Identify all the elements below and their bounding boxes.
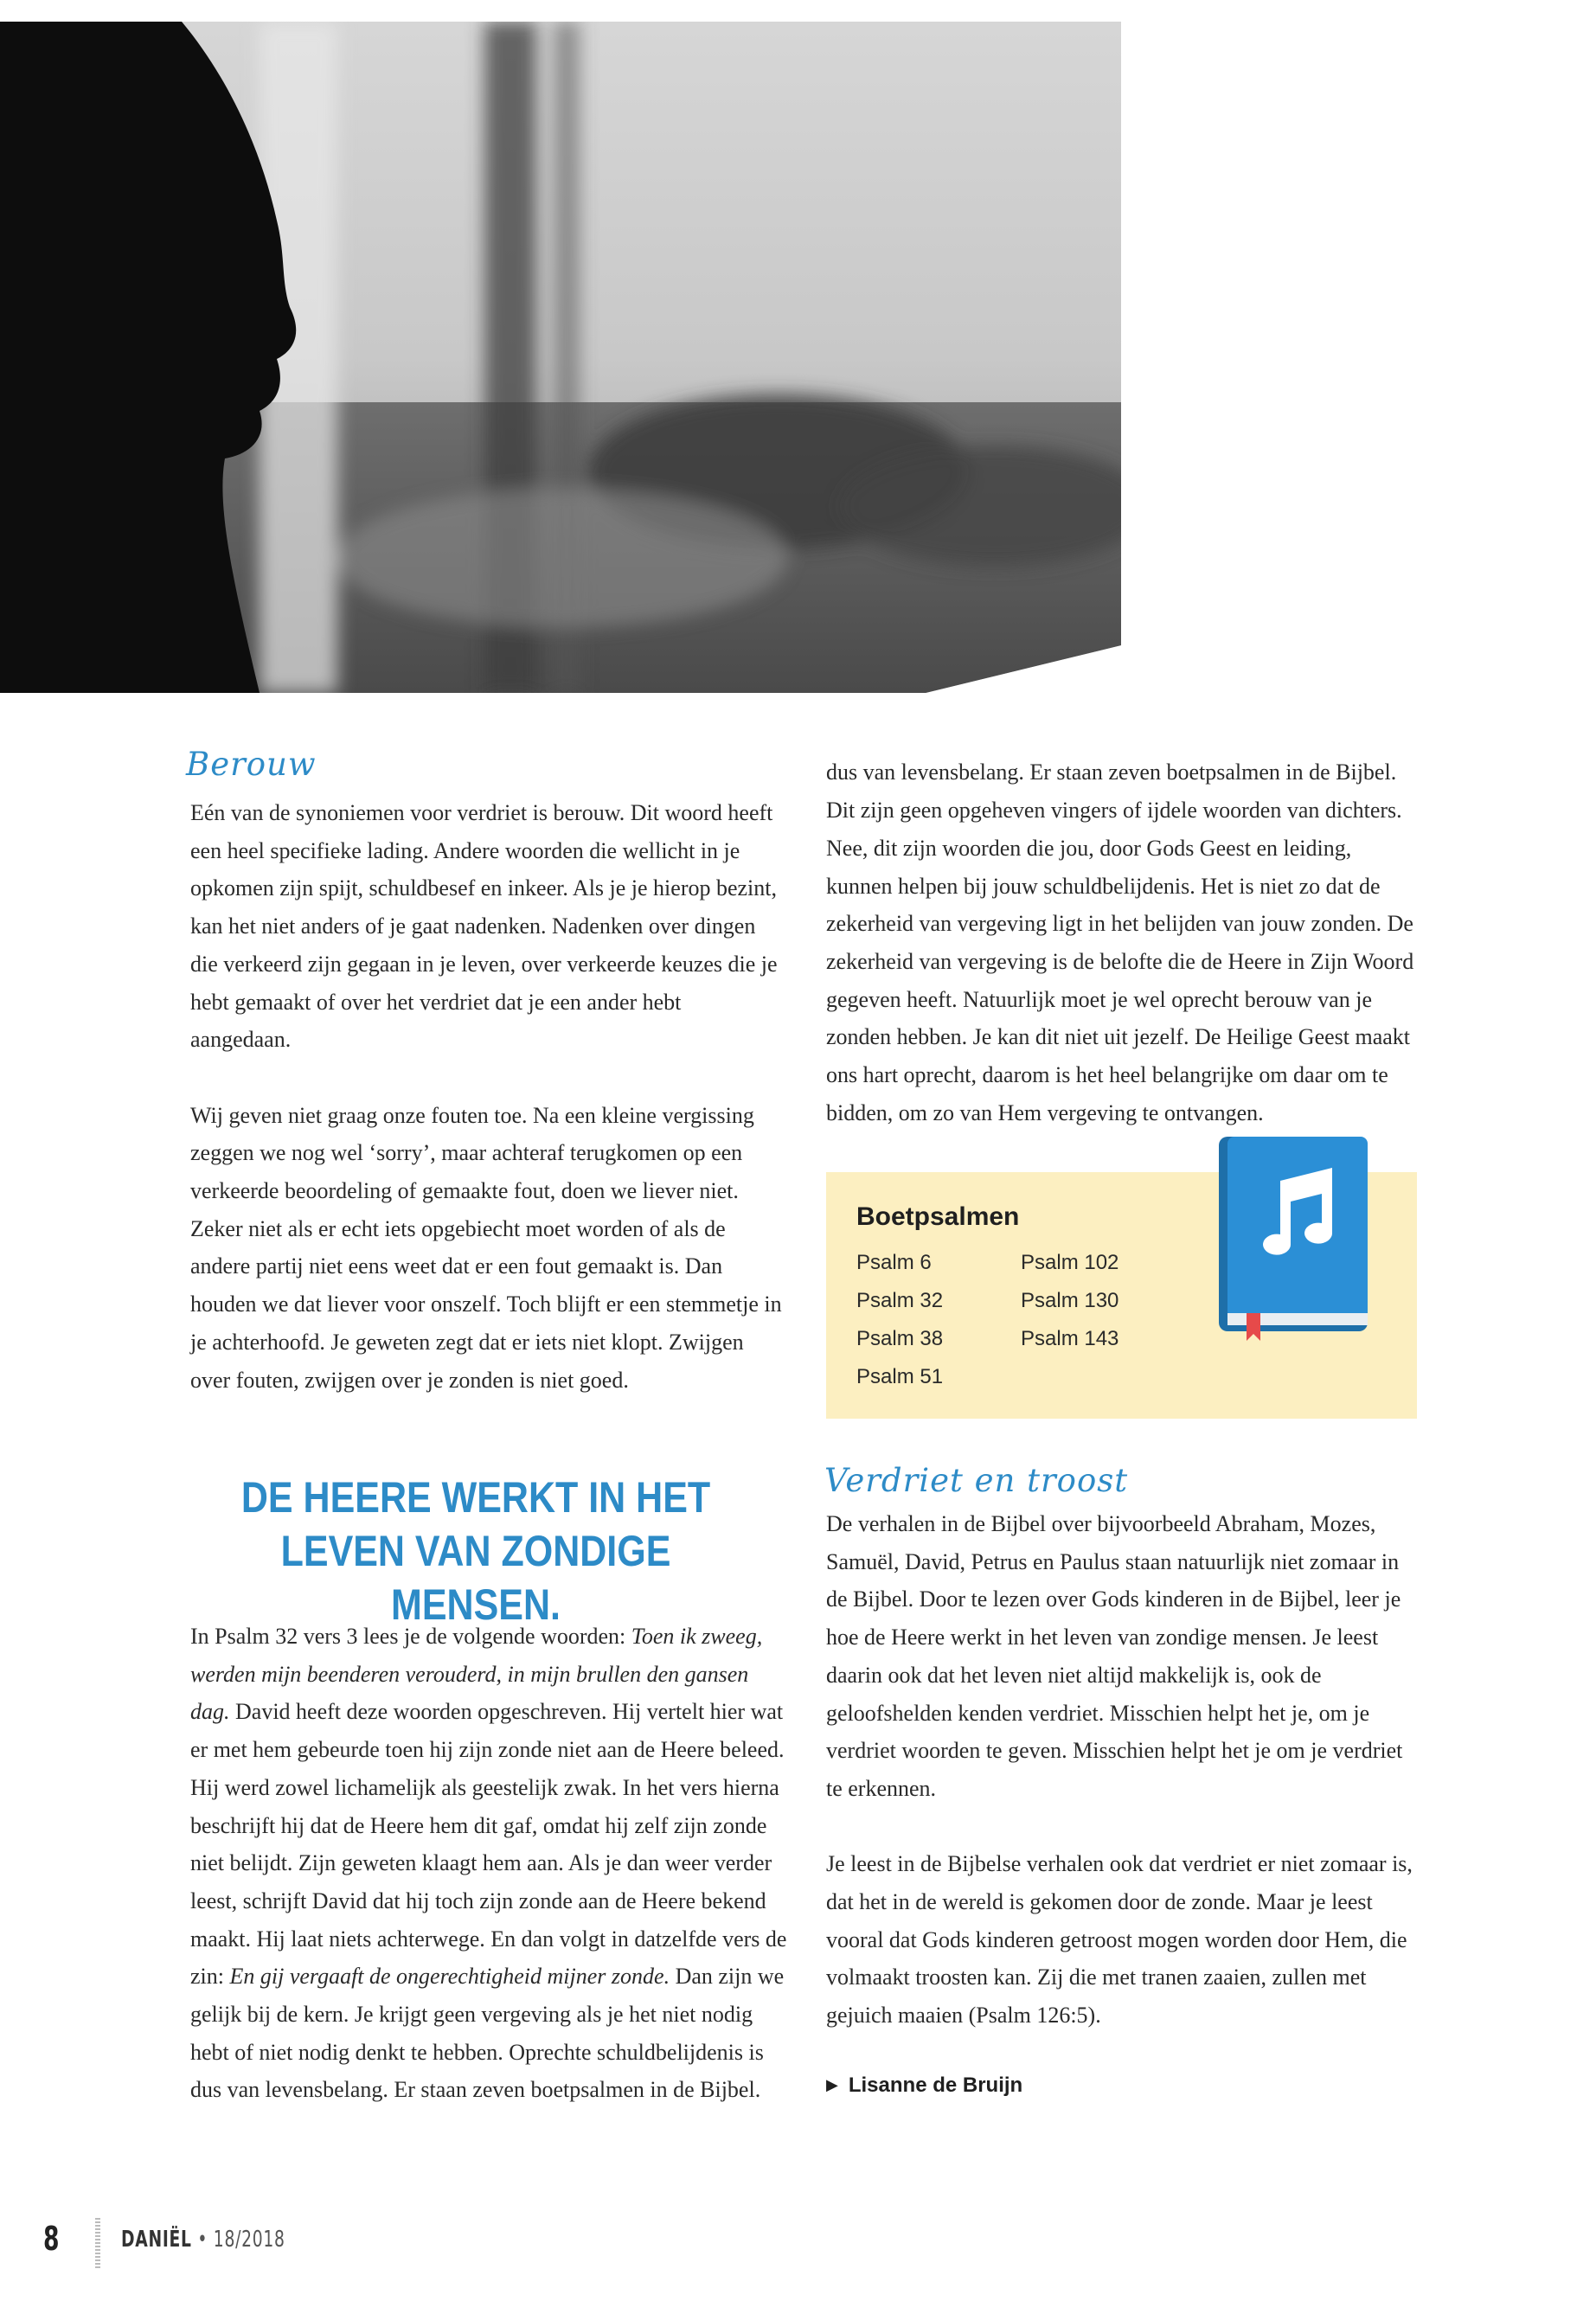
footer-magazine [121, 2227, 285, 2253]
text-run: In Psalm 32 vers 3 lees je de volgende woorden: [190, 1624, 631, 1649]
paragraph: Eén van de synoniemen voor verdriet is berouw. Dit woord heeft een heel specifieke lading. Andere woorden die wellicht in je opkomen zijn spijt, schuldbesef en inkeer. Als je je hierop bezint, kan het niet anders of je gaat nadenken. Nadenken over dingen die verkeerd zijn gegaan in je leven, over verkeerde keuzes die je hebt gemaakt of over het verdriet dat je een ander hebt aangedaan. [190, 800, 778, 1053]
psalm-item: Psalm 51 [856, 1365, 944, 1388]
hero-photo [0, 22, 1121, 693]
section-heading-berouw: Berouw [186, 746, 317, 783]
music-book-icon [1215, 1133, 1371, 1345]
author-byline [826, 2073, 1022, 2098]
psalm-list-column-2 [1021, 1244, 1118, 1358]
quote-text: En gij vergaaft de ongerechtigheid mijner zonde. [229, 1964, 670, 1990]
psalm-item: Psalm 6 [856, 1251, 932, 1274]
footer-divider [95, 2218, 100, 2270]
paragraph: Wij geven niet graag onze fouten toe. Na een kleine vergissing zeggen we nog wel ‘sorry’, maar achteraf terugkomen op een verkeerde beoordeling of gemaakte fout, doen we liever niet. Zeker niet als er echt iets opgebiecht moet worden of als de andere partij niet eens weet dat er een fout gemaakt is. Dan houden we dat liever voor onszelf. Toch blijft er een stemmetje in je achterhoofd. Je geweten zegt dat er iets niet klopt. Zwijgen over fouten, zwijgen over je zonden is niet goed. [190, 1102, 782, 1393]
text-run: David heeft deze woorden opgeschreven. Hij vertelt hier wat er met hem gebeurde toen hij zijn zonde niet aan de Heere beleed. Hij werd zowel lichamelijk als geestelijk zwak. In het vers hierna beschrijft hij dat de Heere hem dit gaf, omdat hij zelf zijn zonde niet belijdt. Zijn geweten klaagt hem aan. Als je dan weer verder leest, schrijft David dat hij toch zijn zonde aan de Heere bekend maakt. Hij laat niets achterwege. En dan volgt in datzelfde vers de zin: [190, 1699, 787, 1990]
text-run: Dan zijn we gelijk bij de kern. Je krijgt geen vergeving als je het niet nodig hebt of niet nodig denkt te hebben. Oprechte schuldbelijdenis is dus van levensbelang. Er staan zeven boetpsalmen in de Bijbel. [190, 1964, 785, 2102]
column-right-top [826, 753, 1423, 1133]
column-left-bottom [190, 1618, 787, 2102]
page-number: 8 [43, 2220, 60, 2258]
psalm-item: Psalm 143 [1021, 1327, 1119, 1350]
paragraph: Je leest in de Bijbelse verhalen ook dat verdriet er niet zomaar is, dat het in de wereld is gekomen door de zonde. Maar je leest vooral dat Gods kinderen getroost mogen worden door Hem, die volmaakt troosten kan. Zij die met tranen zaaien, zullen met gejuich maaien (Psalm 126:5). [826, 1851, 1413, 2029]
pull-quote: DE HEERE WERKT IN HET LEVEN VAN ZONDIGE MENSEN. [240, 1473, 711, 1629]
text-run: dus van levensbelang. Er staan zeven boetpsalmen in de Bijbel. Dit zijn geen opgeheven vingers of ijdele woorden van dichters. Nee, dit zijn woorden die jou, door Gods Geest en leiding, kunnen helpen bij jouw schuldbelijdenis. Het is niet zo dat de zekerheid van vergeving ligt in het belijden van jouw zonden. De zekerheid van vergeving is de belofte die de Heere in Zijn Woord gegeven heeft. Natuurlijk moet je wel oprecht berouw van je zonden hebben. Je kan dit niet uit jezelf. De Heilige Geest maakt ons hart oprecht, daarom is het heel belangrijke om daar om te bidden, om zo van Hem vergeving te ontvangen. [826, 760, 1414, 1125]
author-name: Lisanne de Bruijn [848, 2073, 1023, 2097]
paragraph-psalm32-continued [826, 753, 1423, 1131]
magazine-name: DANIËL [121, 2227, 192, 2253]
column-left-top [190, 770, 787, 1399]
arrow-icon: ▶ [826, 2076, 838, 2093]
paragraph-psalm32 [190, 1618, 787, 2102]
psalm-list-column-1 [856, 1244, 943, 1396]
psalm-item: Psalm 38 [856, 1327, 944, 1350]
section-heading-verdriet: Verdriet en troost [824, 1462, 1129, 1499]
paragraph: De verhalen in de Bijbel over bijvoorbeeld Abraham, Mozes, Samuël, David, Petrus en Paulus staan natuurlijk niet zomaar in de Bijbel. Door te lezen over Gods kinderen in de Bijbel, leer je hoe de Heere werkt in het leven van zondige mensen. Je leest daarin ook dat het leven niet altijd makkelijk is, ook de geloofshelden kenden verdriet. Misschien helpt het je, om je verdriet woorden te geven. Misschien helpt het je om je verdriet te erkennen. [826, 1511, 1403, 1801]
quote-text: Toen ik zweeg, werden mijn beenderen verouderd, in mijn brullen den gansen dag. [190, 1624, 763, 1725]
psalm-item: Psalm 102 [1021, 1251, 1119, 1274]
column-right-bottom [826, 1505, 1423, 2035]
psalm-item: Psalm 32 [856, 1289, 944, 1312]
separator: • [197, 2227, 208, 2253]
psalm-item: Psalm 130 [1021, 1289, 1119, 1312]
box-title: Boetpsalmen [856, 1202, 1020, 1231]
issue-number: 18/2018 [213, 2227, 285, 2253]
